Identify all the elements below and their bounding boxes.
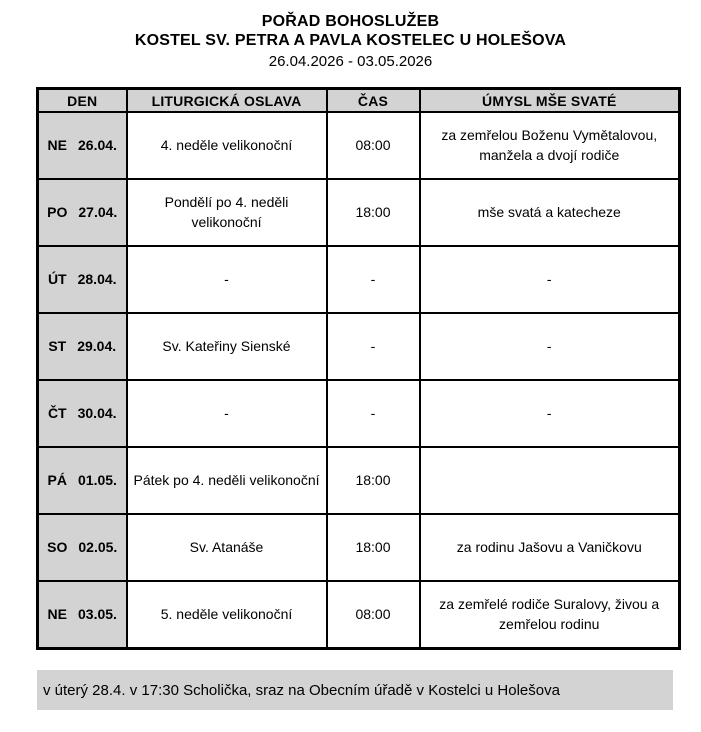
day-abbreviation: ST (48, 337, 67, 354)
day-date: 27.04. (78, 203, 118, 220)
time-cell: - (327, 246, 420, 313)
celebration-cell: Sv. Atanáše (127, 514, 327, 581)
day-wrap (39, 203, 126, 223)
day-cell (38, 179, 127, 246)
table-row (38, 581, 680, 649)
time-cell: 08:00 (327, 581, 420, 649)
table-row (38, 179, 680, 246)
schedule-table-body (38, 112, 680, 649)
table-row (38, 447, 680, 514)
time-cell: - (327, 380, 420, 447)
schedule-table (36, 87, 681, 650)
celebration-cell: Pátek po 4. neděli velikonoční (127, 447, 327, 514)
schedule-table-header (38, 89, 680, 113)
day-abbreviation: ÚT (47, 270, 67, 287)
day-date: 02.05. (78, 538, 118, 555)
day-cell (38, 380, 127, 447)
time-cell: 18:00 (327, 179, 420, 246)
date-range: 26.04.2026 - 03.05.2026 (268, 53, 433, 70)
day-abbreviation: PO (47, 203, 68, 220)
announcement-bar (37, 670, 673, 710)
time-cell: 18:00 (327, 447, 420, 514)
church-name: KOSTEL SV. PETRA A PAVLA KOSTELEC U HOLEŠOVA (134, 32, 567, 49)
intention-cell: mše svatá a katecheze (420, 179, 680, 246)
day-abbreviation: ČT (47, 404, 67, 421)
intention-cell: - (420, 246, 680, 313)
day-abbreviation: NE (47, 605, 67, 622)
day-cell (38, 447, 127, 514)
column-header-intention: ÚMYSL MŠE SVATÉ (420, 89, 680, 113)
intention-cell: za zemřelou Boženu Vymětalovou, manžela a dvojí rodiče (420, 112, 680, 179)
day-cell (38, 581, 127, 649)
day-date: 01.05. (78, 471, 117, 488)
intention-cell (420, 447, 680, 514)
celebration-cell: - (127, 246, 327, 313)
document-header (0, 0, 701, 71)
table-row (38, 380, 680, 447)
day-date: 26.04. (78, 136, 117, 153)
intention-cell: - (420, 380, 680, 447)
day-cell (38, 514, 127, 581)
day-cell (38, 313, 127, 380)
page-title: POŘAD BOHOSLUŽEB (261, 13, 440, 30)
celebration-cell: 5. neděle velikonoční (127, 581, 327, 649)
celebration-cell: - (127, 380, 327, 447)
column-header-den: DEN (38, 89, 127, 113)
celebration-cell: 4. neděle velikonoční (127, 112, 327, 179)
announcement-text: v úterý 28.4. v 17:30 Scholička, sraz na Obecním úřadě v Kostelci u Holešova (43, 681, 560, 699)
intention-cell: za rodinu Jašovu a Vaničkovu (420, 514, 680, 581)
header-row (38, 89, 680, 113)
day-wrap (39, 538, 126, 558)
day-date: 30.04. (77, 404, 117, 421)
table-row (38, 246, 680, 313)
column-header-celebration: LITURGICKÁ OSLAVA (127, 89, 327, 113)
time-cell: 18:00 (327, 514, 420, 581)
time-cell: 08:00 (327, 112, 420, 179)
day-date: 28.04. (77, 270, 117, 287)
column-header-time: ČAS (327, 89, 420, 113)
day-wrap (39, 136, 126, 156)
celebration-cell: Sv. Kateřiny Sienské (127, 313, 327, 380)
day-abbreviation: NE (47, 136, 67, 153)
celebration-cell: Pondělí po 4. neděli velikonoční (127, 179, 327, 246)
table-row (38, 313, 680, 380)
intention-cell: - (420, 313, 680, 380)
day-wrap (39, 404, 126, 424)
day-abbreviation: SO (47, 538, 68, 555)
day-wrap (39, 471, 126, 491)
table-row (38, 514, 680, 581)
day-wrap (39, 605, 126, 625)
day-wrap (39, 337, 126, 357)
day-abbreviation: PÁ (47, 471, 67, 488)
table-row (38, 112, 680, 179)
time-cell: - (327, 313, 420, 380)
day-date: 29.04. (77, 337, 117, 354)
day-cell (38, 246, 127, 313)
day-wrap (39, 270, 126, 290)
day-date: 03.05. (78, 605, 117, 622)
day-cell (38, 112, 127, 179)
intention-cell: za zemřelé rodiče Suralovy, živou a zemřelou rodinu (420, 581, 680, 649)
